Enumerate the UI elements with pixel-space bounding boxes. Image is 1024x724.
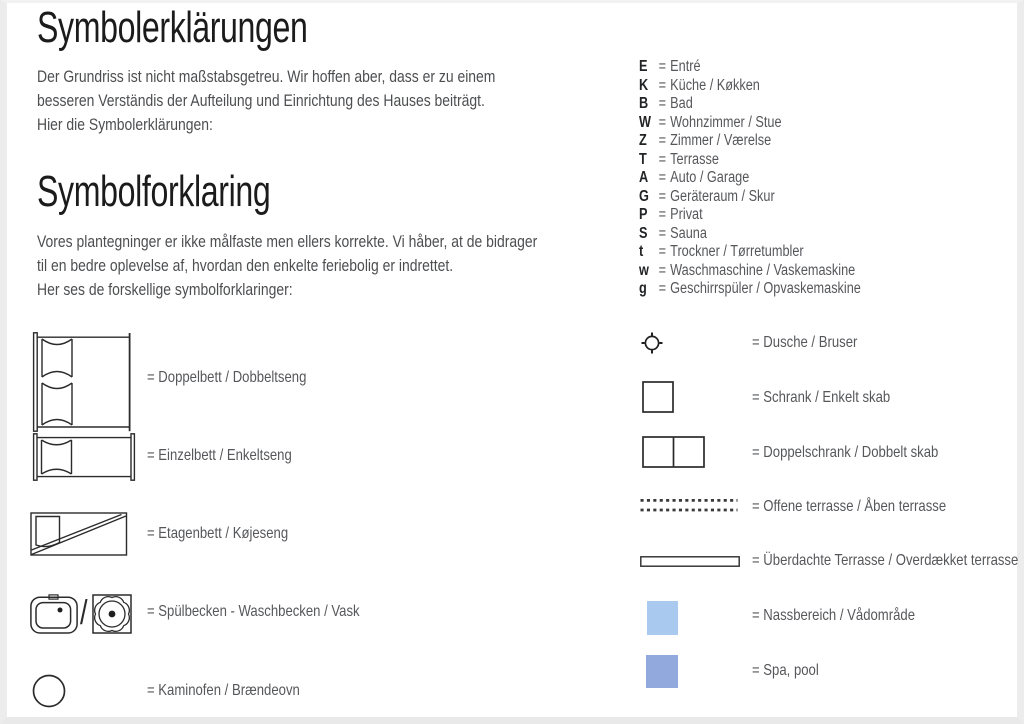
letter-code-row — [639, 58, 861, 77]
equals-sign: = — [658, 58, 667, 75]
double-cabinet-label: = Doppelschrank / Dobbelt skab — [752, 444, 939, 461]
covered-terrace-icon — [640, 556, 740, 567]
letter-code-list — [639, 58, 861, 299]
equals-sign: = — [658, 280, 667, 297]
code-letter: E — [639, 58, 648, 75]
double-bed-label: = Doppelbett / Dobbeltseng — [147, 369, 307, 386]
intro-german-line2: besseren Verständis der Aufteilung und Einrichtung des Hauses beiträgt. — [37, 91, 485, 110]
code-letter: G — [639, 187, 649, 205]
code-letter: K — [639, 76, 649, 94]
code-label: Geschirrspüler / Opvaskemaskine — [670, 280, 861, 297]
code-letter: W — [639, 113, 652, 131]
single-bed-icon — [31, 433, 137, 481]
sink-separator-slash: / — [80, 594, 88, 632]
intro-german-line3: Hier die Symbolerklärungen: — [37, 115, 213, 134]
intro-german — [37, 65, 495, 137]
code-label: Entré — [670, 58, 701, 75]
equals-sign: = — [658, 76, 667, 94]
letter-code-row — [639, 262, 861, 281]
code-letter: P — [639, 206, 648, 223]
shower-icon — [640, 331, 664, 355]
washbasin-icon — [92, 594, 132, 634]
intro-danish-line1: Vores plantegninger er ikke målfaste men ellers korrekte. Vi håber, at de bidrager — [37, 232, 538, 251]
sink-washbasin-label: = Spülbecken - Waschbecken / Vask — [147, 603, 360, 620]
letter-code-row — [639, 77, 861, 96]
code-letter: A — [639, 169, 649, 186]
bunk-bed-icon — [30, 512, 128, 556]
equals-sign: = — [658, 113, 667, 131]
code-label: Sauna — [670, 224, 707, 242]
equals-sign: = — [658, 261, 667, 279]
letter-code-row — [639, 225, 861, 244]
code-letter: T — [639, 150, 647, 168]
code-label: Waschmaschine / Vaskemaskine — [670, 261, 856, 279]
code-letter: B — [639, 95, 649, 112]
code-label: Geräteraum / Skur — [670, 187, 775, 205]
letter-code-row — [639, 188, 861, 207]
wood-stove-label: = Kaminofen / Brændeovn — [147, 682, 300, 699]
open-terrace-icon — [640, 498, 738, 513]
single-cabinet-label: = Schrank / Enkelt skab — [752, 389, 891, 406]
equals-sign: = — [658, 224, 667, 242]
code-label: Trockner / Tørretumbler — [670, 243, 804, 260]
code-letter: t — [639, 243, 644, 260]
code-label: Wohnzimmer / Stue — [670, 113, 782, 131]
letter-code-row — [639, 95, 861, 114]
code-label: Privat — [670, 206, 703, 223]
page-title-german: Symbolerklärungen — [37, 3, 308, 52]
letter-code-row — [639, 280, 861, 299]
code-letter: w — [639, 261, 649, 279]
code-letter: g — [639, 280, 647, 297]
intro-danish — [37, 230, 537, 302]
letter-code-row — [639, 151, 861, 170]
letter-code-row — [639, 169, 861, 188]
equals-sign: = — [658, 206, 667, 223]
intro-danish-line3: Her ses de forskellige symbolforklaringer: — [37, 280, 293, 299]
single-bed-label: = Einzelbett / Enkeltseng — [147, 447, 292, 464]
code-label: Küche / Køkken — [670, 76, 760, 94]
intro-german-line1: Der Grundriss ist nicht maßstabsgetreu. Wir hoffen aber, dass er zu einem — [37, 67, 496, 86]
bunk-bed-label: = Etagenbett / Køjeseng — [147, 525, 289, 542]
double-cabinet-icon — [642, 436, 705, 468]
code-letter: S — [639, 224, 648, 242]
shower-label: = Dusche / Bruser — [752, 334, 858, 351]
letter-code-row — [639, 114, 861, 133]
wood-stove-icon — [32, 674, 66, 708]
equals-sign: = — [658, 132, 667, 149]
letter-code-row — [639, 243, 861, 262]
intro-danish-line2: til en bedre oplevelse af, hvordan den enkelte feriebolig er indrettet. — [37, 256, 454, 275]
letter-code-row — [639, 132, 861, 151]
kitchen-sink-icon — [30, 594, 78, 634]
equals-sign: = — [658, 187, 667, 205]
covered-terrace-label: = Überdachte Terrasse / Overdækket terrasse — [752, 552, 1019, 569]
page-title-danish: Symbolforklaring — [37, 167, 271, 216]
code-letter: Z — [639, 132, 647, 149]
spa-pool-label: = Spa, pool — [752, 662, 819, 679]
code-label: Auto / Garage — [670, 169, 750, 186]
open-terrace-label: = Offene terrasse / Åben terrasse — [752, 498, 947, 515]
code-label: Bad — [670, 95, 693, 112]
code-label: Terrasse — [670, 150, 719, 168]
wet-area-icon — [647, 601, 678, 635]
equals-sign: = — [658, 169, 667, 186]
code-label: Zimmer / Værelse — [670, 132, 772, 149]
letter-code-row — [639, 206, 861, 225]
wet-area-label: = Nassbereich / Vådområde — [752, 607, 916, 624]
single-cabinet-icon — [642, 381, 674, 413]
equals-sign: = — [658, 150, 667, 168]
spa-pool-icon — [646, 655, 678, 688]
equals-sign: = — [658, 243, 667, 260]
equals-sign: = — [658, 95, 667, 112]
double-bed-icon — [31, 332, 133, 432]
